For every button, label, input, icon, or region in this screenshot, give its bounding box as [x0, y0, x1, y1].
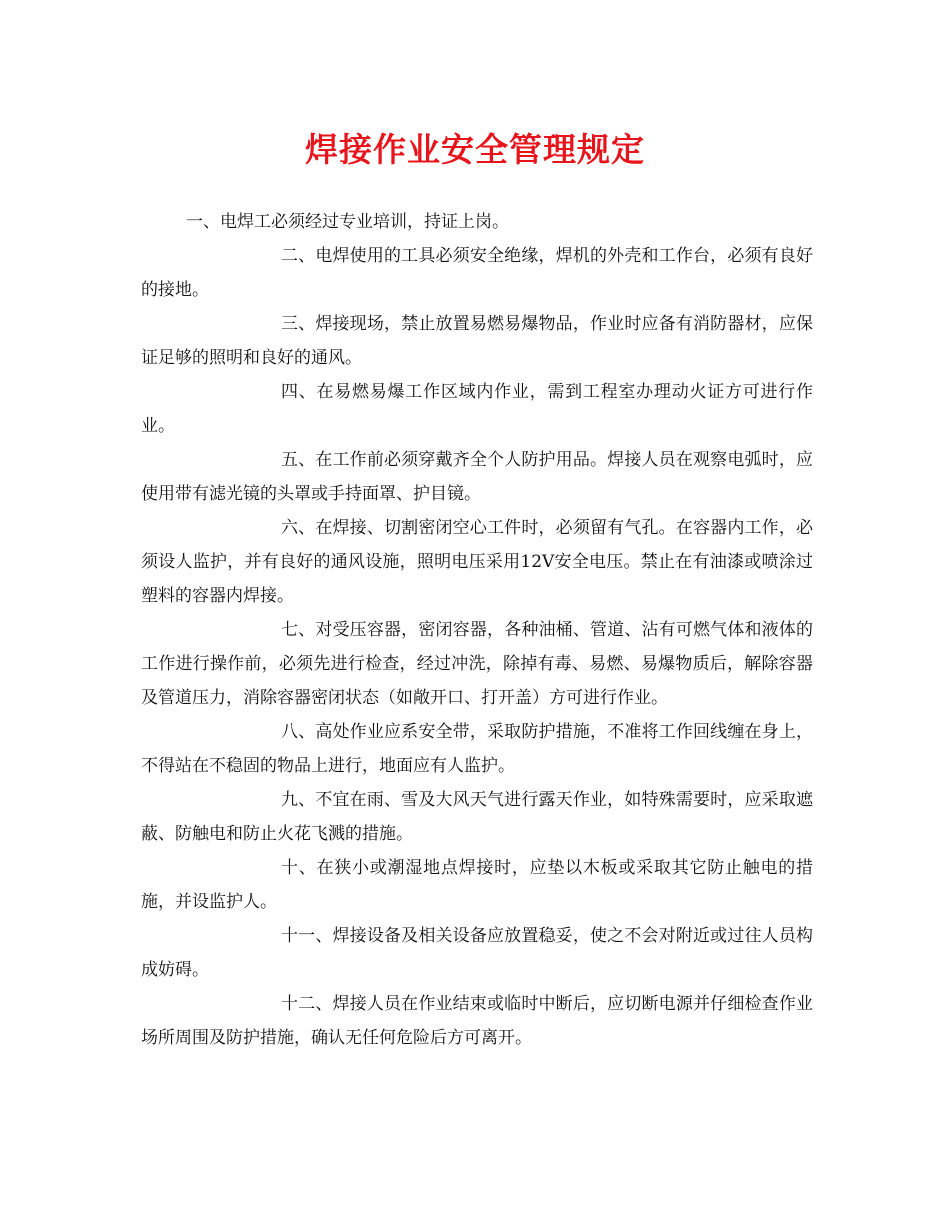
rule-paragraph-10: 十、在狭小或潮湿地点焊接时，应垫以木板或采取其它防止触电的措施，并设监护人。 [141, 858, 813, 912]
rule-paragraph-11: 十一、焊接设备及相关设备应放置稳妥，使之不会对附近或过往人员构成妨碍。 [141, 926, 813, 980]
rule-paragraph-8: 八、高处作业应系安全带，采取防护措施，不准将工作回线缠在身上，不得站在不稳固的物品上进行，地面应有人监护。 [141, 722, 813, 776]
rule-paragraph-2: 二、电焊使用的工具必须安全绝缘，焊机的外壳和工作台，必须有良好的接地。 [141, 246, 813, 300]
rule-paragraph-9: 九、不宜在雨、雪及大风天气进行露天作业，如特殊需要时，应采取遮蔽、防触电和防止火花飞溅的措施。 [141, 790, 813, 844]
rule-paragraph-12: 十二、焊接人员在作业结束或临时中断后，应切断电源并仔细检查作业场所周围及防护措施，确认无任何危险后方可离开。 [141, 994, 813, 1048]
rule-paragraph-5: 五、在工作前必须穿戴齐全个人防护用品。焊接人员在观察电弧时，应使用带有滤光镜的头罩或手持面罩、护目镜。 [141, 450, 813, 504]
rule-paragraph-3: 三、焊接现场，禁止放置易燃易爆物品，作业时应备有消防器材，应保证足够的照明和良好的通风。 [141, 314, 813, 368]
rule-paragraph-6: 六、在焊接、切割密闭空心工件时，必须留有气孔。在容器内工作，必须设人监护，并有良好的通风设施，照明电压采用12V安全电压。禁止在有油漆或喷涂过塑料的容器内焊接。 [141, 518, 813, 606]
rule-paragraph-4: 四、在易燃易爆工作区域内作业，需到工程室办理动火证方可进行作业。 [141, 382, 813, 436]
document-title: 焊接作业安全管理规定 [305, 130, 645, 169]
rule-paragraph-7: 七、对受压容器，密闭容器，各种油桶、管道、沾有可燃气体和液体的工作进行操作前，必须先进行检查，经过冲洗，除掉有毒、易燃、易爆物质后，解除容器及管道压力，消除容器密闭状态（如敞开口、打开盖）方可进行作业。 [141, 620, 813, 708]
rule-paragraph-1: 一、电焊工必须经过专业培训，持证上岗。 [186, 212, 509, 232]
document-body [141, 205, 813, 1055]
